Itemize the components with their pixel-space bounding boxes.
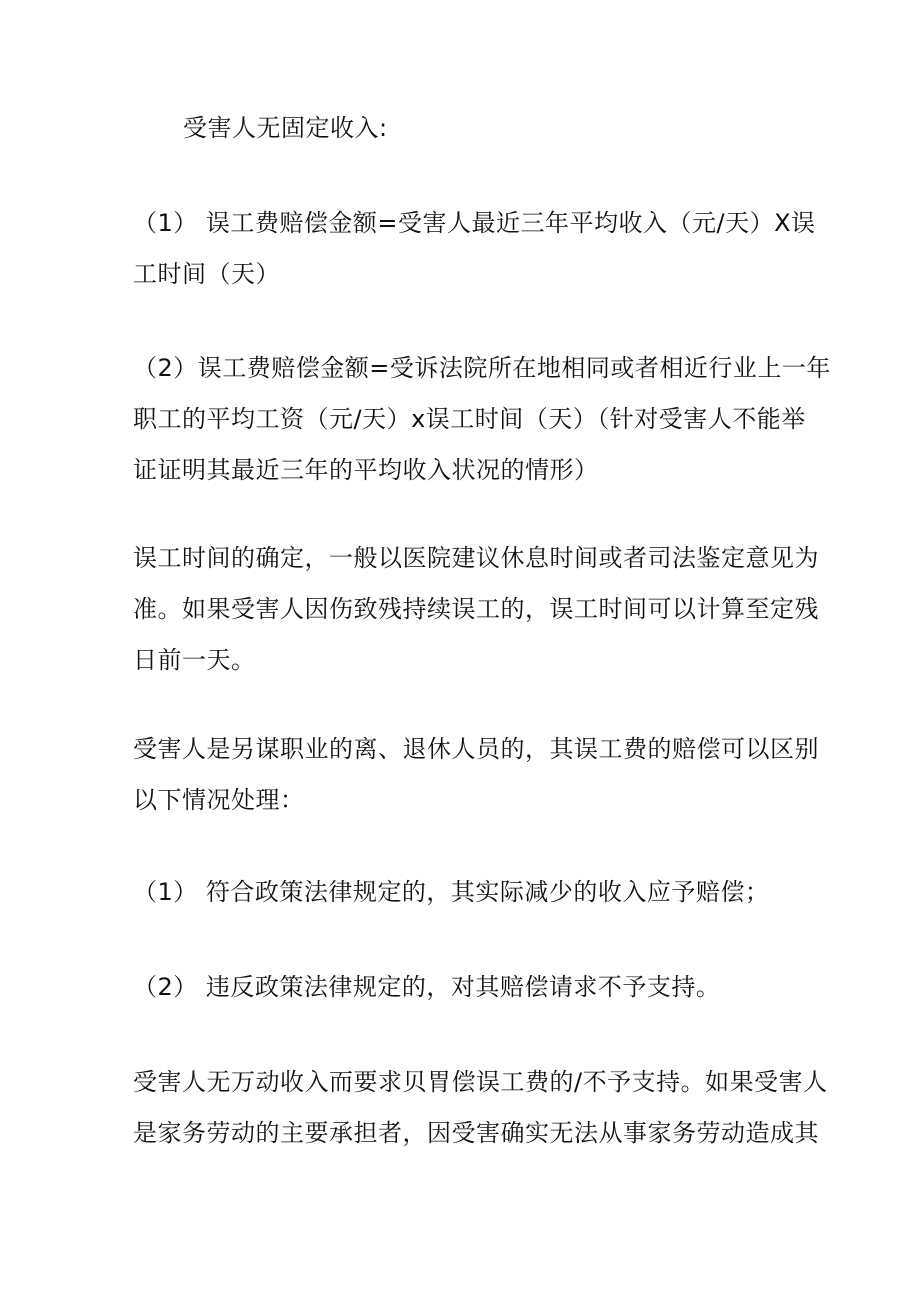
paragraph-formula-2: [133, 343, 831, 496]
text-line: 受害人无万动收入而要求贝胃偿误工费的/不予支持。如果受害人: [133, 1068, 828, 1096]
text-line: 是家务劳动的主要承担者，因受害确实无法从事家务劳动造成其: [133, 1119, 819, 1147]
text-line: 日前一天。: [133, 646, 256, 674]
paragraph-case-violating: [133, 962, 793, 1013]
paragraph-no-fixed-income-heading: [133, 103, 843, 154]
paragraph-lost-time-determination: [133, 533, 819, 686]
text-line: 误工时间的确定，一般以医院建议休息时间或者司法鉴定意见为: [133, 544, 819, 572]
paragraph-case-compliant: [133, 867, 793, 918]
text-line: 职工的平均工资（元/天）x误工时间（天）（针对受害人不能举: [133, 405, 806, 433]
text-line: （1） 误工费赔偿金额=受害人最近三年平均收入（元/天）X误: [133, 209, 816, 237]
text-line: 工时间（天）: [133, 260, 280, 288]
text-line: （1） 符合政策法律规定的，其实际减少的收入应予赔偿；: [133, 878, 770, 906]
paragraph-retired-persons: [133, 724, 819, 826]
text-line: 以下情况处理：: [133, 786, 305, 814]
text-line: 受害人无固定收入:: [183, 114, 388, 142]
text-line: 受害人是另谋职业的离、退休人员的，其误工费的赔偿可以区别: [133, 735, 819, 763]
paragraph-formula-1: [133, 198, 816, 300]
text-line: 证证明其最近三年的平均收入状况的情形）: [133, 456, 599, 484]
paragraph-no-labor-income: [133, 1057, 828, 1159]
text-line: 准。如果受害人因伤致残持续误工的，误工时间可以计算至定残: [133, 595, 819, 623]
text-line: （2） 违反政策法律规定的，对其赔偿请求不予支持。: [133, 973, 721, 1001]
text-line: （2）误工费赔偿金额=受诉法院所在地相同或者相近行业上一年: [133, 354, 831, 382]
